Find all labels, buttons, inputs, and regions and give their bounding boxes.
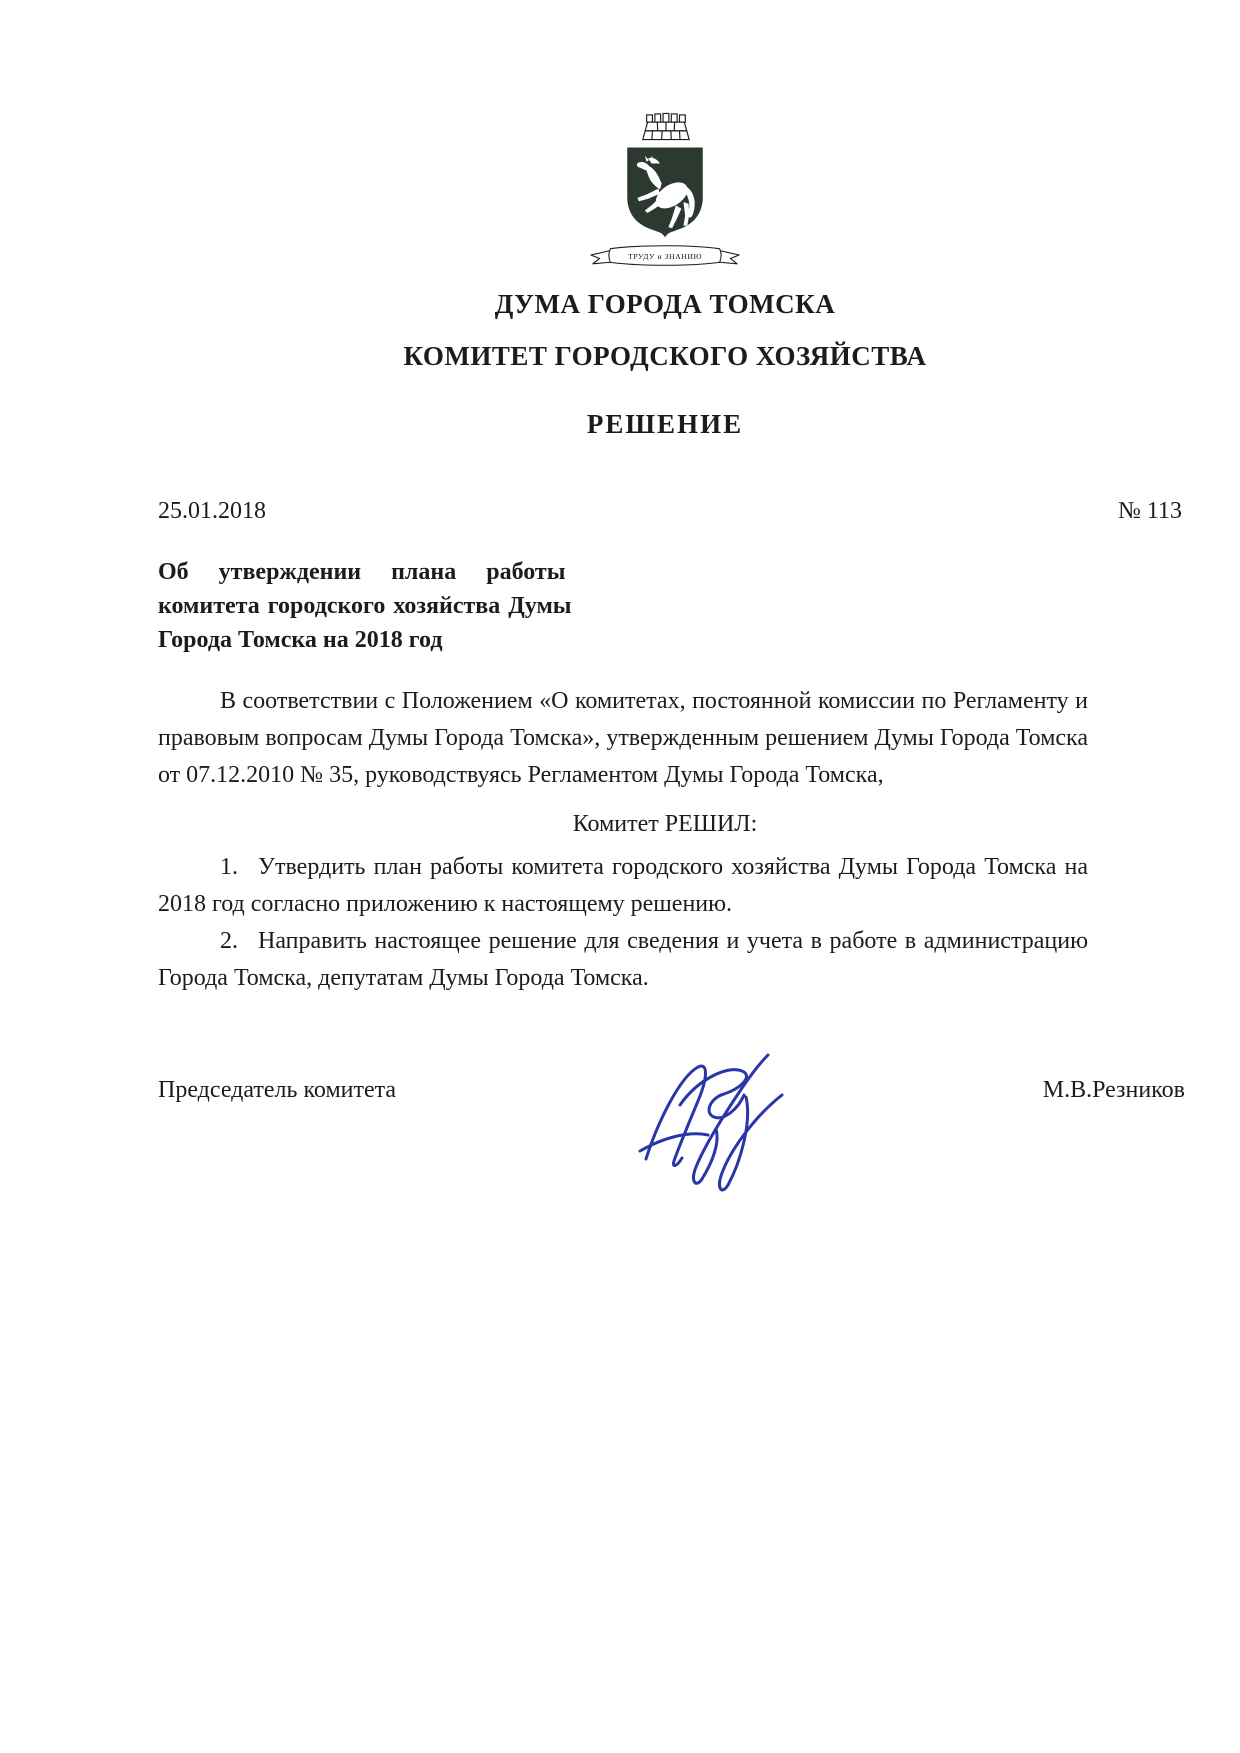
subject-line-1: Об утверждении плана работы	[158, 559, 566, 585]
motto-ribbon	[587, 243, 743, 270]
ribbon-motto-text: ТРУДУ и ЗНАНИЮ	[628, 251, 702, 261]
document-header	[0, 0, 1240, 440]
organization-title: ДУМА ГОРОДА ТОМСКА	[494, 289, 836, 319]
resolved-heading: Комитет РЕШИЛ:	[572, 811, 758, 837]
tomsk-coat-of-arms	[587, 112, 743, 270]
handwritten-signature	[628, 1039, 818, 1204]
item-2-number: 2.	[220, 928, 238, 954]
meta-row	[158, 498, 1182, 525]
signature-row	[158, 1077, 1185, 1104]
committee-title: КОМИТЕТ ГОРОДСКОГО ХОЗЯЙСТВА	[403, 341, 927, 371]
subject-line-3: Города Томска на 2018 год	[158, 627, 443, 653]
item-2-text: Направить настоящее решение для сведения и учета в работе в администрацию Города Томска, депутатам Думы Города Томска.	[158, 928, 1088, 991]
resolution-item-1	[158, 849, 1088, 923]
signer-position: Председатель комитета	[158, 1077, 397, 1103]
resolution-item-2	[158, 923, 1088, 997]
document-date: 25.01.2018	[158, 498, 266, 524]
item-1-number: 1.	[220, 854, 238, 880]
signer-name: М.В.Резников	[1042, 1077, 1185, 1103]
document-number: № 113	[1117, 498, 1182, 524]
intro-paragraph: В соответствии с Положением «О комитетах, постоянной комиссии по Регламенту и правовым вопросам Думы Города Томска», утвержденным решением Думы Города Томска от 07.12.2010 № 35, руководствуясь Регламентом Думы Города Томска,	[158, 688, 1088, 788]
document-type-heading: РЕШЕНИЕ	[586, 409, 744, 439]
document-subject	[158, 555, 572, 657]
mural-crown-icon	[636, 112, 694, 142]
item-1-text: Утвердить план работы комитета городского хозяйства Думы Города Томска на 2018 год согласно приложению к настоящему решению.	[158, 854, 1088, 917]
subject-line-2: комитета городского хозяйства Думы	[158, 593, 572, 619]
shield-horse-icon	[623, 145, 707, 239]
